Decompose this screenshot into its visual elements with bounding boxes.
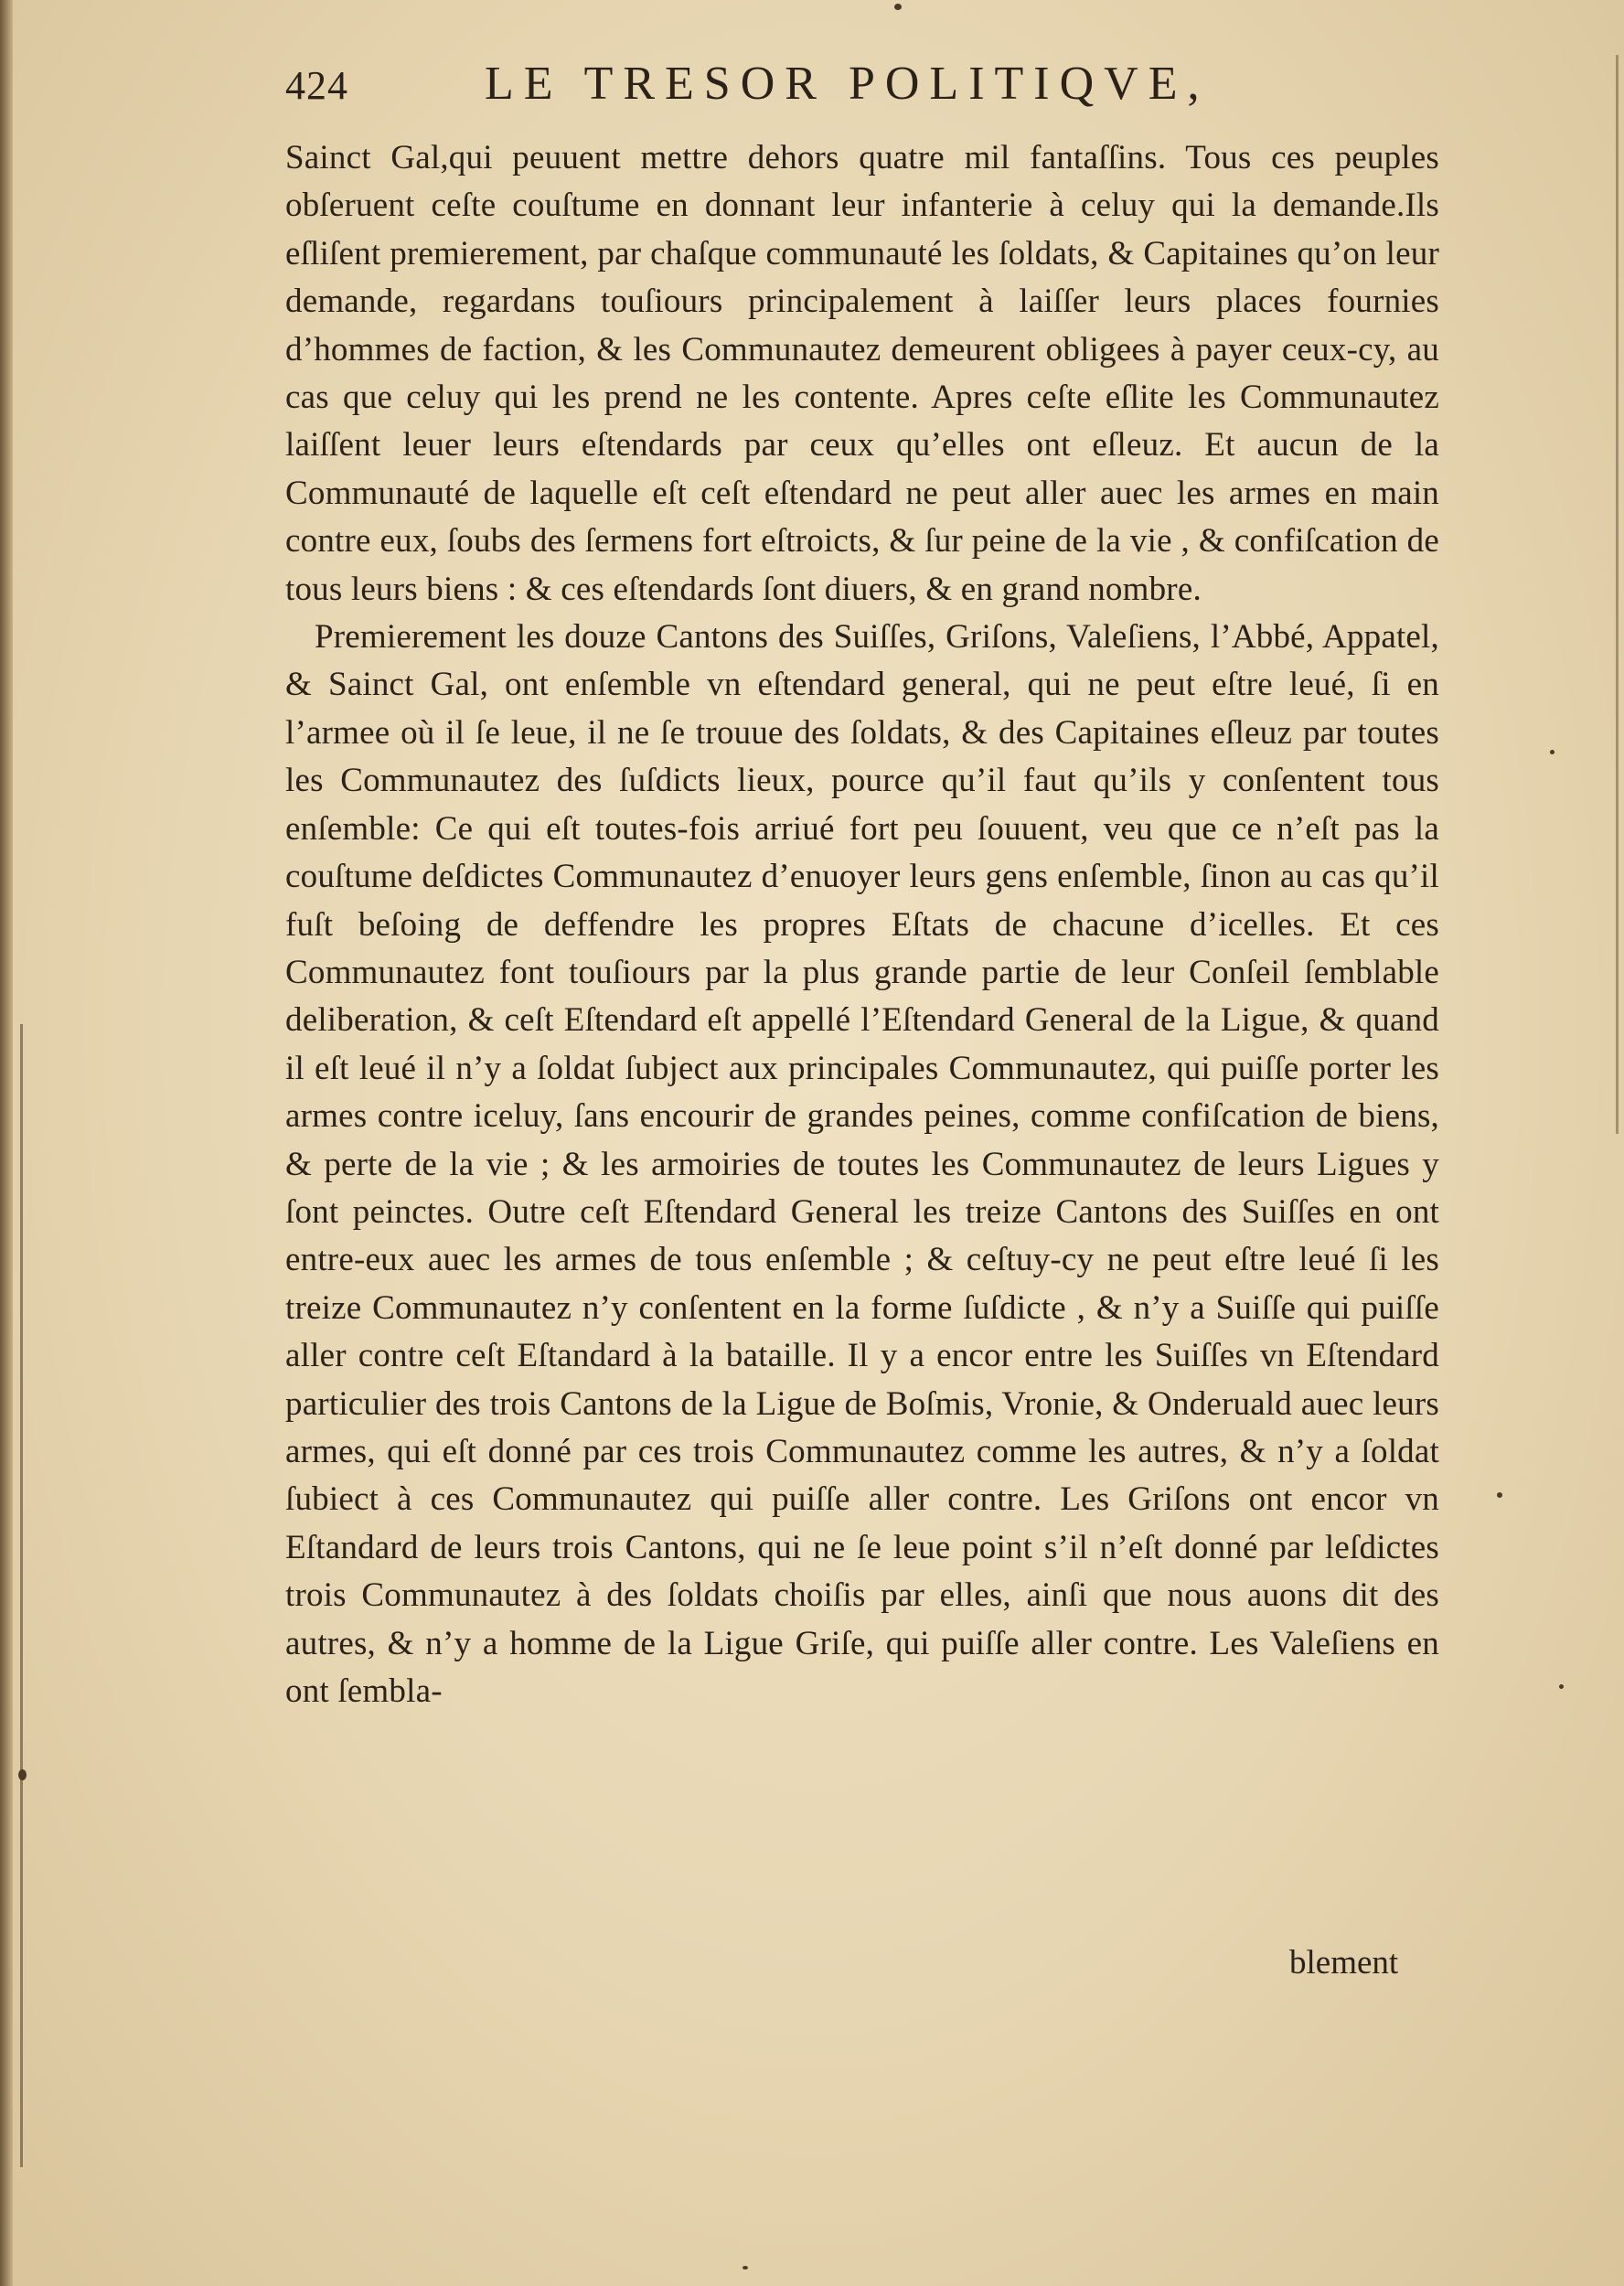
ink-speck bbox=[1497, 1492, 1502, 1498]
ink-speck bbox=[1550, 750, 1555, 754]
ink-speck bbox=[894, 4, 902, 10]
ink-speck bbox=[1559, 1684, 1564, 1689]
running-head bbox=[285, 57, 1465, 130]
ink-speck bbox=[743, 2266, 748, 2270]
page-gutter-shadow bbox=[0, 0, 13, 2286]
right-margin-rule bbox=[1616, 55, 1619, 1134]
ink-speck bbox=[18, 1769, 27, 1780]
paragraph-2: Premierement les douze Cantons des Suiſſes, Griſons, Valeſiens, l’Abbé, Appatel, & Sainct Gal, ont enſemble vn eſtendard general, qui ne peut eſtre leué, ſi en l’armee où il ſe leue, il ne ſe trouue des ſoldats, & des Capitaines eſleuz par toutes les Communautez des ſuſdicts lieux, pource qu’il faut qu’ils y conſentent tous enſemble: Ce qui eſt toutes-fois arriué fort peu ſouuent, veu que ce n’eſt pas la couſtume deſdictes Communautez d’enuoyer leurs gens enſemble, ſinon au cas qu’il fuſt beſoing de deffendre les propres Eſtats de chacune d’icelles. Et ces Communautez font touſiours par la plus grande partie de leur Conſeil ſemblable deliberation, & ceſt Eſtendard eſt appellé l’Eſtendard General de la Ligue, & quand il eſt leué il n’y a ſoldat ſubject aux principales Communautez, qui puiſſe porter les armes contre iceluy, ſans encourir de grandes peines, comme confiſcation de biens, & perte de la vie ; & les armoiries de toutes les Communautez de leurs Ligues y ſont peinctes. Outre ceſt Eſtendard General les treize Cantons des Suiſſes en ont entre-eux auec les armes de tous enſemble ; & ceſtuy-cy ne peut eſtre leué ſi les treize Communautez n’y conſentent en la forme ſuſdicte , & n’y a Suiſſe qui puiſſe aller contre ceſt Eſtandard à la bataille. Il y a encor entre les Suiſſes vn Eſtendard particulier des trois Cantons de la Ligue de Boſmis, Vronie, & Onderuald auec leurs armes, qui eſt donné par ces trois Communautez comme les autres, & n’y a ſoldat ſubiect à ces Communautez qui puiſſe aller contre. Les Griſons ont encor vn Eſtandard de leurs trois Cantons, qui ne ſe leue point s’il n’eſt donné par leſdictes trois Communautez à des ſoldats choiſis par elles, ainſi que nous auons dit des autres, & n’y a homme de la Ligue Griſe, qui puiſſe aller contre. Les Valeſiens en ont ſembla- bbox=[285, 618, 1439, 1710]
running-title: LE TRESOR POLITIQVE, bbox=[485, 58, 1210, 110]
left-margin-rule bbox=[20, 1024, 23, 2167]
paragraph-1: Sainct Gal,qui peuuent mettre dehors quatre mil fantaſſins. Tous ces peuples obſeruent ceſte couſtume en donnant leur infanterie à celuy qui la demande.Ils eſliſent premierement, par chaſque communauté les ſoldats, & Capitaines qu’on leur demande, regardans touſiours principalement à laiſſer leurs places fournies d’hommes de faction, & les Communautez demeurent obligees à payer ceux-cy, au cas que celuy qui les prend ne les contente. Apres ceſte eſlite les Communautez laiſſent leuer leurs eſtendards par ceux qu’elles ont eſleuz. Et aucun de la Communauté de laquelle eſt ceſt eſtendard ne peut aller auec les armes en main contre eux, ſoubs des ſermens fort eſtroicts, & ſur peine de la vie , & confiſcation de tous leurs biens : & ces eſtendards ſont diuers, & en grand nombre. bbox=[285, 139, 1439, 608]
catchword: blement bbox=[1289, 1944, 1399, 1982]
page-number: 424 bbox=[285, 63, 348, 108]
body-text bbox=[285, 134, 1439, 1715]
